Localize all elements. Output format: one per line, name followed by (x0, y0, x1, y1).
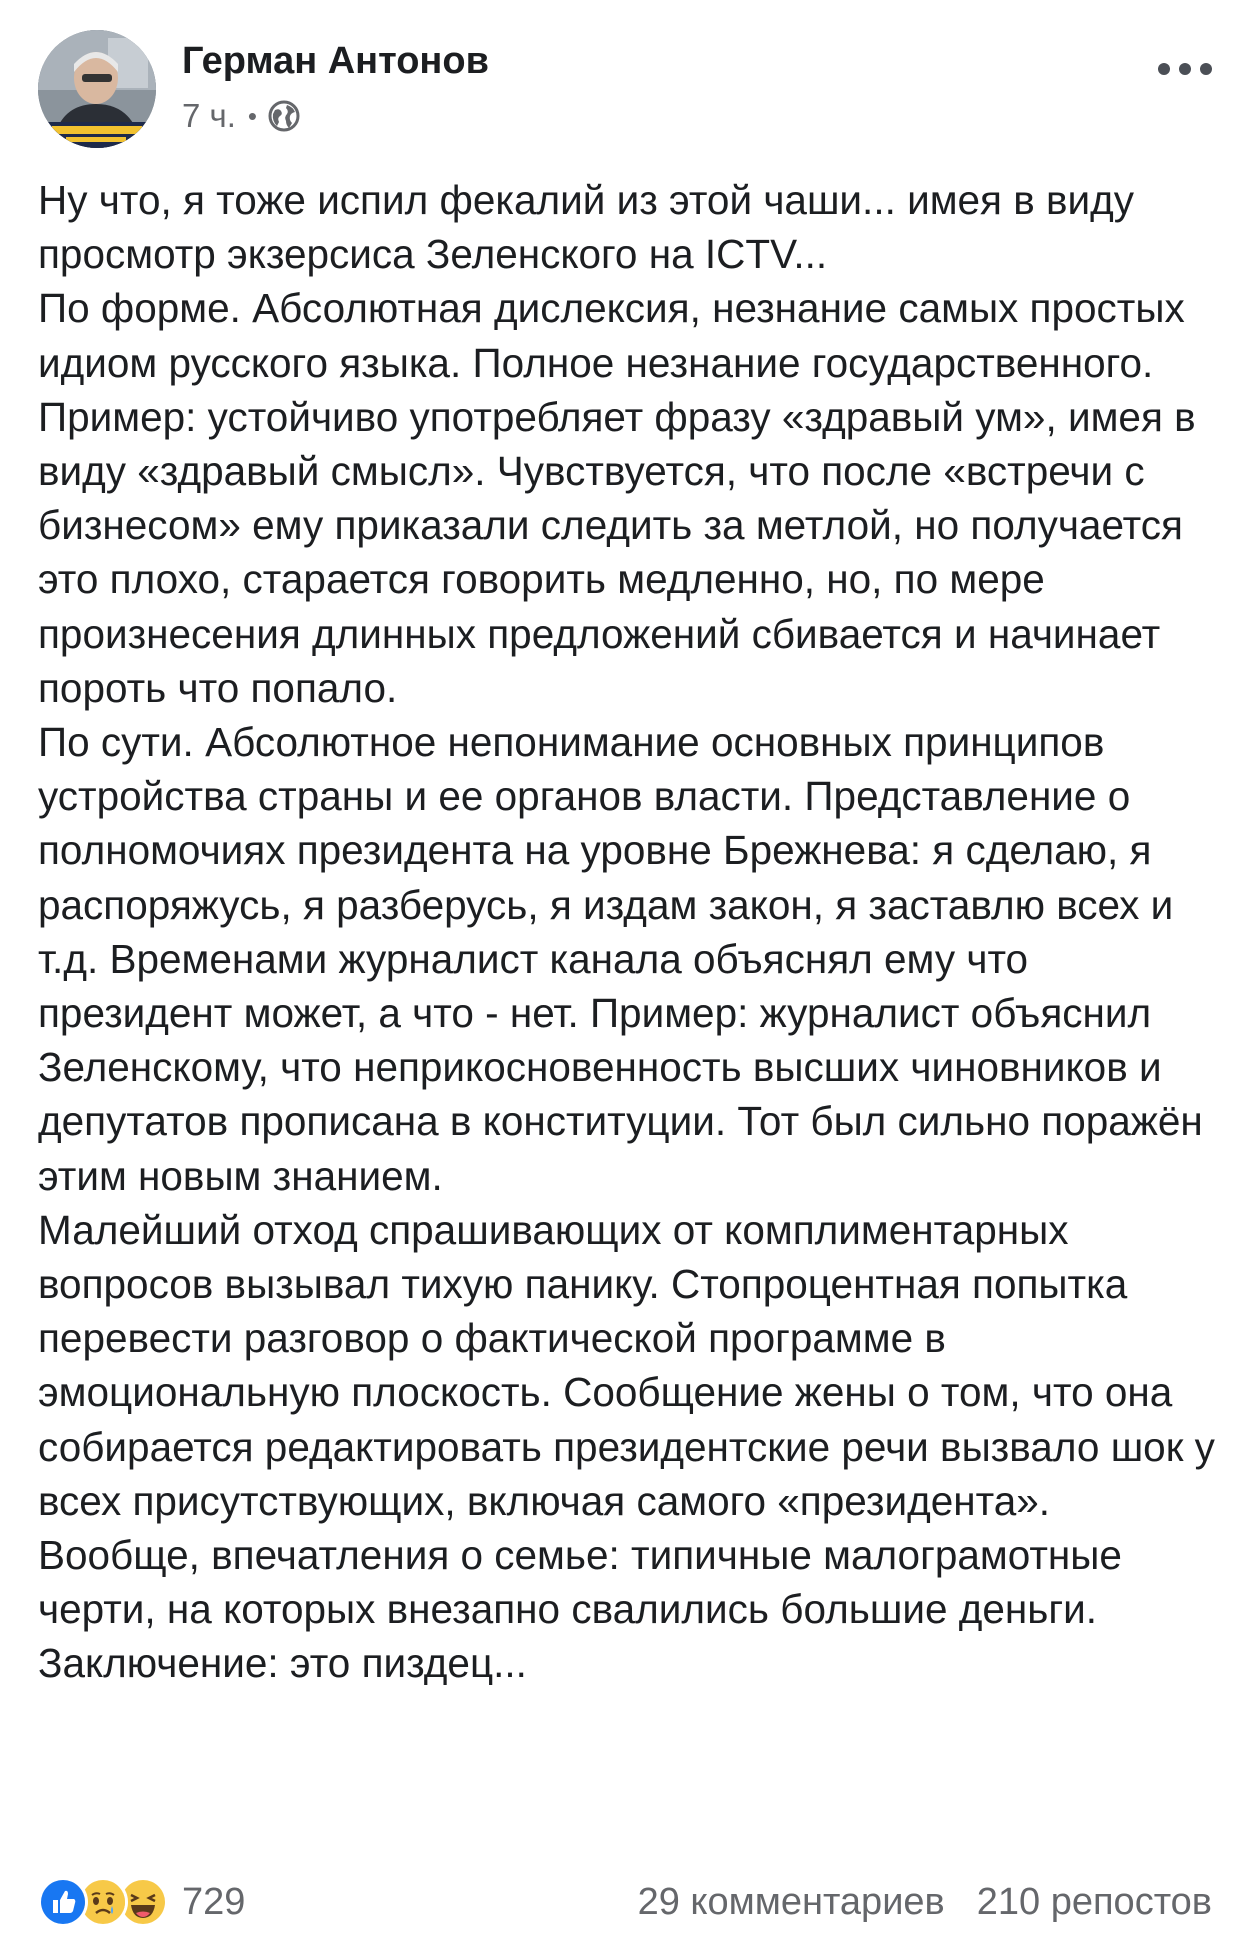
shares-count[interactable]: 210 репостов (976, 1880, 1212, 1923)
post-paragraph: Ну что, я тоже испил фекалий из этой чаши... имея в виду просмотр экзерсиса Зеленского на ICTV... (38, 177, 1135, 278)
post-text (38, 173, 1218, 1691)
like-icon (38, 1877, 88, 1927)
post-paragraph: По форме. Абсолютная дислексия, незнание самых простых идиом русского языка. Полное незнание государственного. Пример: устойчиво употребляет фразу «здравый ум», имея в виду «здравый смысл». Чувствуется, что после «встречи с бизнесом» ему приказали следить за метлой, но получается это плохо, старается говорить медленно, но, по мере произнесения длинных предложений сбивается и начинает пороть что попало. (38, 285, 1196, 711)
post-paragraph: Вообще, впечатления о семье: типичные малограмотные черти, на которых внезапно свалились большие деньги. (38, 1532, 1122, 1633)
comments-count[interactable]: 29 комментариев (637, 1880, 945, 1923)
post-paragraph: По сути. Абсолютное непонимание основных принципов устройства страны и ее органов власти. Представление о полномочиях президента на уровне Брежнева: я сделаю, я распоряжусь, я разберусь, я издам закон, я заставлю всех и т.д. Временами журналист канала объяснял ему что президент может, а что - нет. Пример: журналист объяснил Зеленскому, что неприкосновенность высших чиновников и депутатов прописана в конституции. Тот был сильно поражён этим новым знанием. (38, 719, 1203, 1199)
engagement-counts (638, 1872, 1212, 1932)
avatar[interactable] (38, 30, 156, 148)
globe-icon (267, 99, 301, 133)
post-paragraph: Малейший отход спрашивающих от комплиментарных вопросов вызывал тихую панику. Стопроцентная попытка перевести разговор о фактической программе в эмоциональную плоскость. Сообщение жены о том, что она собирается редактировать президентские речи вызвало шок у всех присутствующих, включая самого «президента». (38, 1206, 1215, 1524)
post-meta (182, 96, 301, 136)
avatar-image (38, 30, 156, 148)
reaction-count: 729 (182, 1880, 246, 1923)
meta-separator: • (247, 100, 257, 131)
author-name[interactable]: Герман Антонов (182, 40, 489, 82)
post-paragraph: Заключение: это пиздец... (38, 1640, 527, 1687)
reactions-summary[interactable] (38, 1872, 245, 1932)
post-time[interactable]: 7 ч. (182, 97, 236, 134)
post-footer (0, 1872, 1242, 1932)
more-options-icon[interactable] (1158, 58, 1212, 80)
post-header (0, 0, 1242, 160)
